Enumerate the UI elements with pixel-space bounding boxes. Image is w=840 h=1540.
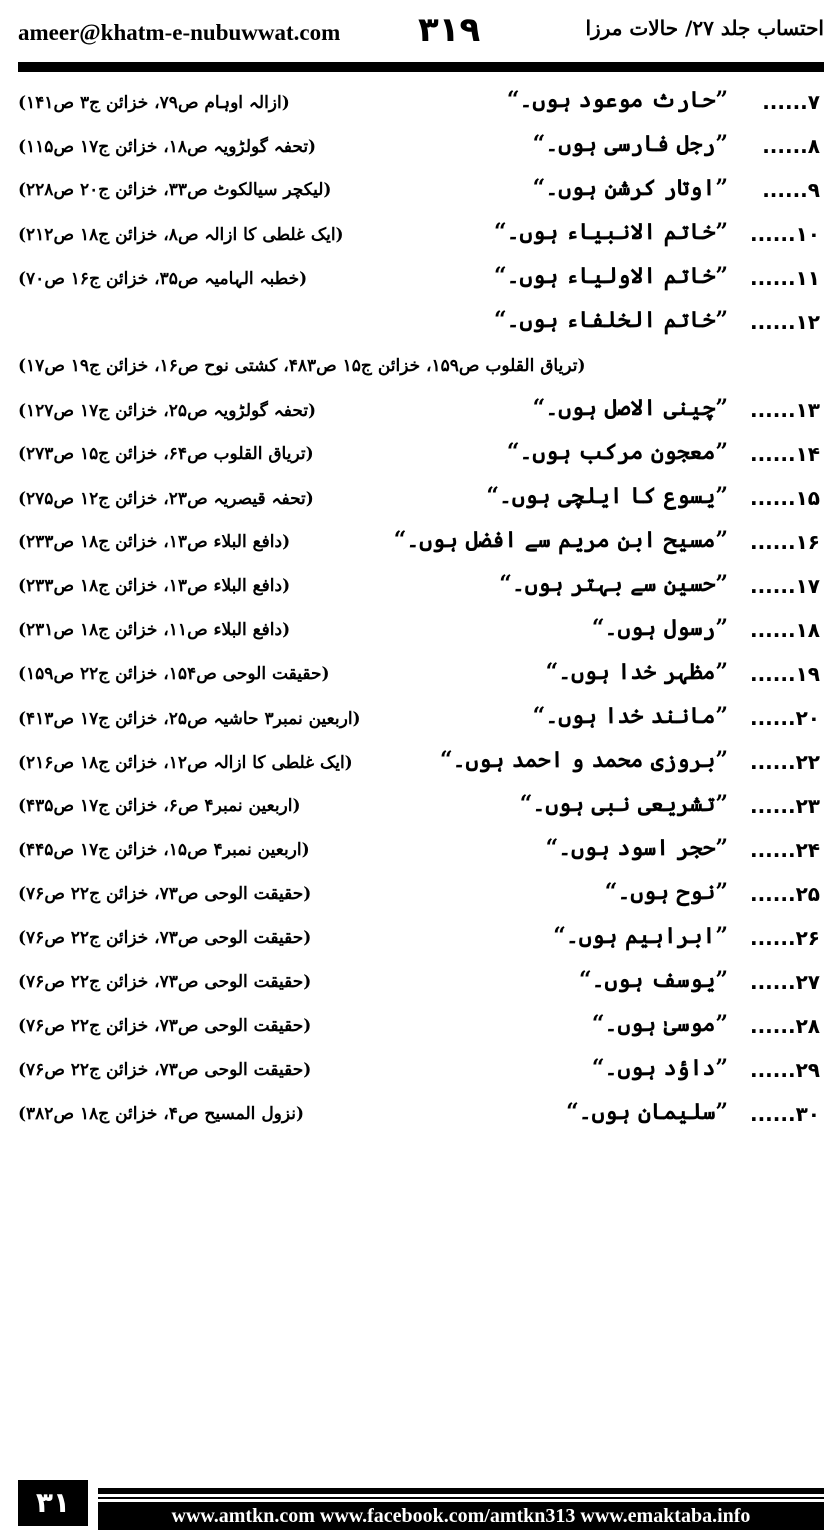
entry-citation: (حقیقت الوحی ص۷۳، خزائن ج۲۲ ص۷۶) <box>18 928 312 948</box>
entry-number: ۲۲...... <box>749 750 820 774</box>
entry-row <box>18 258 824 302</box>
entry-citation: (اربعین نمبر۴ ص۱۵، خزائن ج۱۷ ص۴۴۵) <box>18 840 310 860</box>
entry-number: ۷...... <box>762 90 820 114</box>
entry-row <box>18 390 824 434</box>
page-footer <box>18 1488 824 1528</box>
entry-citation: (ازالہ اوہام ص۷۹، خزائن ج۳ ص۱۴۱) <box>18 93 290 113</box>
entry-quote: ”رسول ہوں۔“ <box>591 615 728 641</box>
entry-row <box>18 170 824 214</box>
entry-number: ۱۸...... <box>749 618 820 642</box>
header-page-number: ۳۱۹ <box>418 10 481 50</box>
entry-quote: ”حارث موعود ہوں۔“ <box>506 87 728 113</box>
entry-row <box>18 698 824 742</box>
entry-quote: ”مانند خدا ہوں۔“ <box>532 703 728 729</box>
header-email: ameer@khatm-e-nubuwwat.com <box>18 20 341 45</box>
entry-citation: (ایک غلطی کا ازالہ ص۸، خزائن ج۱۸ ص۲۱۲) <box>18 225 344 245</box>
entry-row <box>18 82 824 126</box>
entry-number: ۱۳...... <box>749 398 820 422</box>
entry-quote: ”خاتم الانبیاء ہوں۔“ <box>494 219 728 245</box>
entry-citation: (تحفہ گولڑویہ ص۲۵، خزائن ج۱۷ ص۱۲۷) <box>18 401 317 421</box>
entry-quote: ”تشریعی نبی ہوں۔“ <box>519 791 728 817</box>
entry-row <box>18 478 824 522</box>
entry-row <box>18 874 824 918</box>
entry-quote: ”حسین سے بہتر ہوں۔“ <box>499 571 728 597</box>
entry-citation-row <box>18 346 824 390</box>
entry-citation: (حقیقت الوحی ص۷۳، خزائن ج۲۲ ص۷۶) <box>18 1016 312 1036</box>
entry-citation: (تحفہ قیصریہ ص۲۳، خزائن ج۱۲ ص۲۷۵) <box>18 489 314 509</box>
entry-number: ۱۱...... <box>749 266 820 290</box>
entry-row <box>18 1006 824 1050</box>
entry-quote: ”چینی الاصل ہوں۔“ <box>532 395 728 421</box>
entry-citation: (حقیقت الوحی ص۷۳، خزائن ج۲۲ ص۷۶) <box>18 884 312 904</box>
page-header <box>18 10 824 50</box>
entry-number: ۲۷...... <box>749 970 820 994</box>
entry-row <box>18 918 824 962</box>
entry-quote: ”ابراہیم ہوں۔“ <box>553 923 728 949</box>
entry-citation: (دافع البلاء ص۱۱، خزائن ج۱۸ ص۲۳۱) <box>18 620 291 640</box>
footer-rule-thick <box>98 1488 824 1494</box>
entries-list <box>18 82 824 1138</box>
entry-quote: ”یسوع کا ایلچی ہوں۔“ <box>486 483 728 509</box>
entry-quote: ”نوح ہوں۔“ <box>604 879 728 905</box>
entry-row <box>18 654 824 698</box>
entry-row <box>18 566 824 610</box>
entry-citation: (حقیقت الوحی ص۷۳، خزائن ج۲۲ ص۷۶) <box>18 972 312 992</box>
entry-quote: ”سلیمان ہوں۔“ <box>566 1099 728 1125</box>
entry-number: ۹...... <box>762 178 820 202</box>
entry-row <box>18 522 824 566</box>
entry-quote: ”مظہر خدا ہوں۔“ <box>545 659 728 685</box>
entry-number: ۲۴...... <box>749 838 820 862</box>
header-title: احتساب جلد ۲۷/ حالات مرزا <box>585 16 824 40</box>
entry-number: ۱۵...... <box>749 486 820 510</box>
entry-quote: ”خاتم الخلفاء ہوں۔“ <box>494 307 728 333</box>
entry-citation: (تریاق القلوب ص۶۴، خزائن ج۱۵ ص۲۷۳) <box>18 444 314 464</box>
entry-quote: ”حجر اسود ہوں۔“ <box>545 835 728 861</box>
entry-number: ۱۰...... <box>749 222 820 246</box>
entry-quote: ”معجون مرکب ہوں۔“ <box>506 439 728 465</box>
entry-number: ۲۶...... <box>749 926 820 950</box>
entry-row <box>18 434 824 478</box>
entry-citation: (ایک غلطی کا ازالہ ص۱۲، خزائن ج۱۸ ص۲۱۶) <box>18 753 353 773</box>
entry-quote: ”بروزی محمد و احمد ہوں۔“ <box>440 747 728 773</box>
entry-number: ۲۳...... <box>749 794 820 818</box>
entry-quote: ”اوتار کرشن ہوں۔“ <box>532 175 728 201</box>
entry-number: ۱۶...... <box>749 530 820 554</box>
entry-row <box>18 1050 824 1094</box>
entry-row <box>18 302 824 346</box>
entry-row <box>18 1094 824 1138</box>
entry-citation: (اربعین نمبر۳ حاشیہ ص۲۵، خزائن ج۱۷ ص۴۱۳) <box>18 709 361 729</box>
entry-citation: (لیکچر سیالکوٹ ص۳۳، خزائن ج۲۰ ص۲۲۸) <box>18 180 332 200</box>
entry-number: ۱۴...... <box>749 442 820 466</box>
entry-number: ۲۹...... <box>749 1058 820 1082</box>
entry-quote: ”خاتم الاولیاء ہوں۔“ <box>494 263 728 289</box>
header-rule <box>18 62 824 72</box>
footer-page-number: ۳۱ <box>18 1480 88 1526</box>
entry-quote: ”مسیح ابن مریم سے افضل ہوں۔“ <box>393 527 728 553</box>
entry-citation: (دافع البلاء ص۱۳، خزائن ج۱۸ ص۲۳۳) <box>18 576 291 596</box>
entry-citation: (حقیقت الوحی ص۷۳، خزائن ج۲۲ ص۷۶) <box>18 1060 312 1080</box>
entry-number: ۸...... <box>762 134 820 158</box>
entry-row <box>18 126 824 170</box>
entry-number: ۱۷...... <box>749 574 820 598</box>
entry-row <box>18 786 824 830</box>
entry-citation: (تحفہ گولڑویہ ص۱۸، خزائن ج۱۷ ص۱۱۵) <box>18 137 317 157</box>
entry-number: ۲۰...... <box>749 706 820 730</box>
entry-row <box>18 830 824 874</box>
entry-number: ۲۵...... <box>749 882 820 906</box>
entry-number: ۳۰...... <box>749 1102 820 1126</box>
entry-citation: (تریاق القلوب ص۱۵۹، خزائن ج۱۵ ص۴۸۳، کشتی نوح ص۱۶، خزائن ج۱۹ ص۱۷) <box>18 356 586 376</box>
entry-row <box>18 742 824 786</box>
entry-quote: ”داؤد ہوں۔“ <box>591 1055 728 1081</box>
entry-quote: ”موسیٰ ہوں۔“ <box>591 1011 728 1037</box>
entry-row <box>18 214 824 258</box>
entry-citation: (خطبہ الہامیہ ص۳۵، خزائن ج۱۶ ص۷۰) <box>18 269 308 289</box>
entry-number: ۱۲...... <box>749 310 820 334</box>
entry-quote: ”یوسف ہوں۔“ <box>579 967 728 993</box>
entry-citation: (دافع البلاء ص۱۳، خزائن ج۱۸ ص۲۳۳) <box>18 532 291 552</box>
entry-quote: ”رجل فارسی ہوں۔“ <box>532 131 728 157</box>
footer-urls: www.amtkn.com www.facebook.com/amtkn313 www.emaktaba.info <box>98 1502 824 1530</box>
entry-citation: (حقیقت الوحی ص۱۵۴، خزائن ج۲۲ ص۱۵۹) <box>18 664 330 684</box>
entry-citation: (اربعین نمبر۴ ص۶، خزائن ج۱۷ ص۴۳۵) <box>18 796 301 816</box>
entry-row <box>18 610 824 654</box>
entry-row <box>18 962 824 1006</box>
footer-rule-thin <box>98 1497 824 1499</box>
entry-citation: (نزول المسیح ص۴، خزائن ج۱۸ ص۳۸۲) <box>18 1104 305 1124</box>
entry-number: ۱۹...... <box>749 662 820 686</box>
entry-number: ۲۸...... <box>749 1014 820 1038</box>
